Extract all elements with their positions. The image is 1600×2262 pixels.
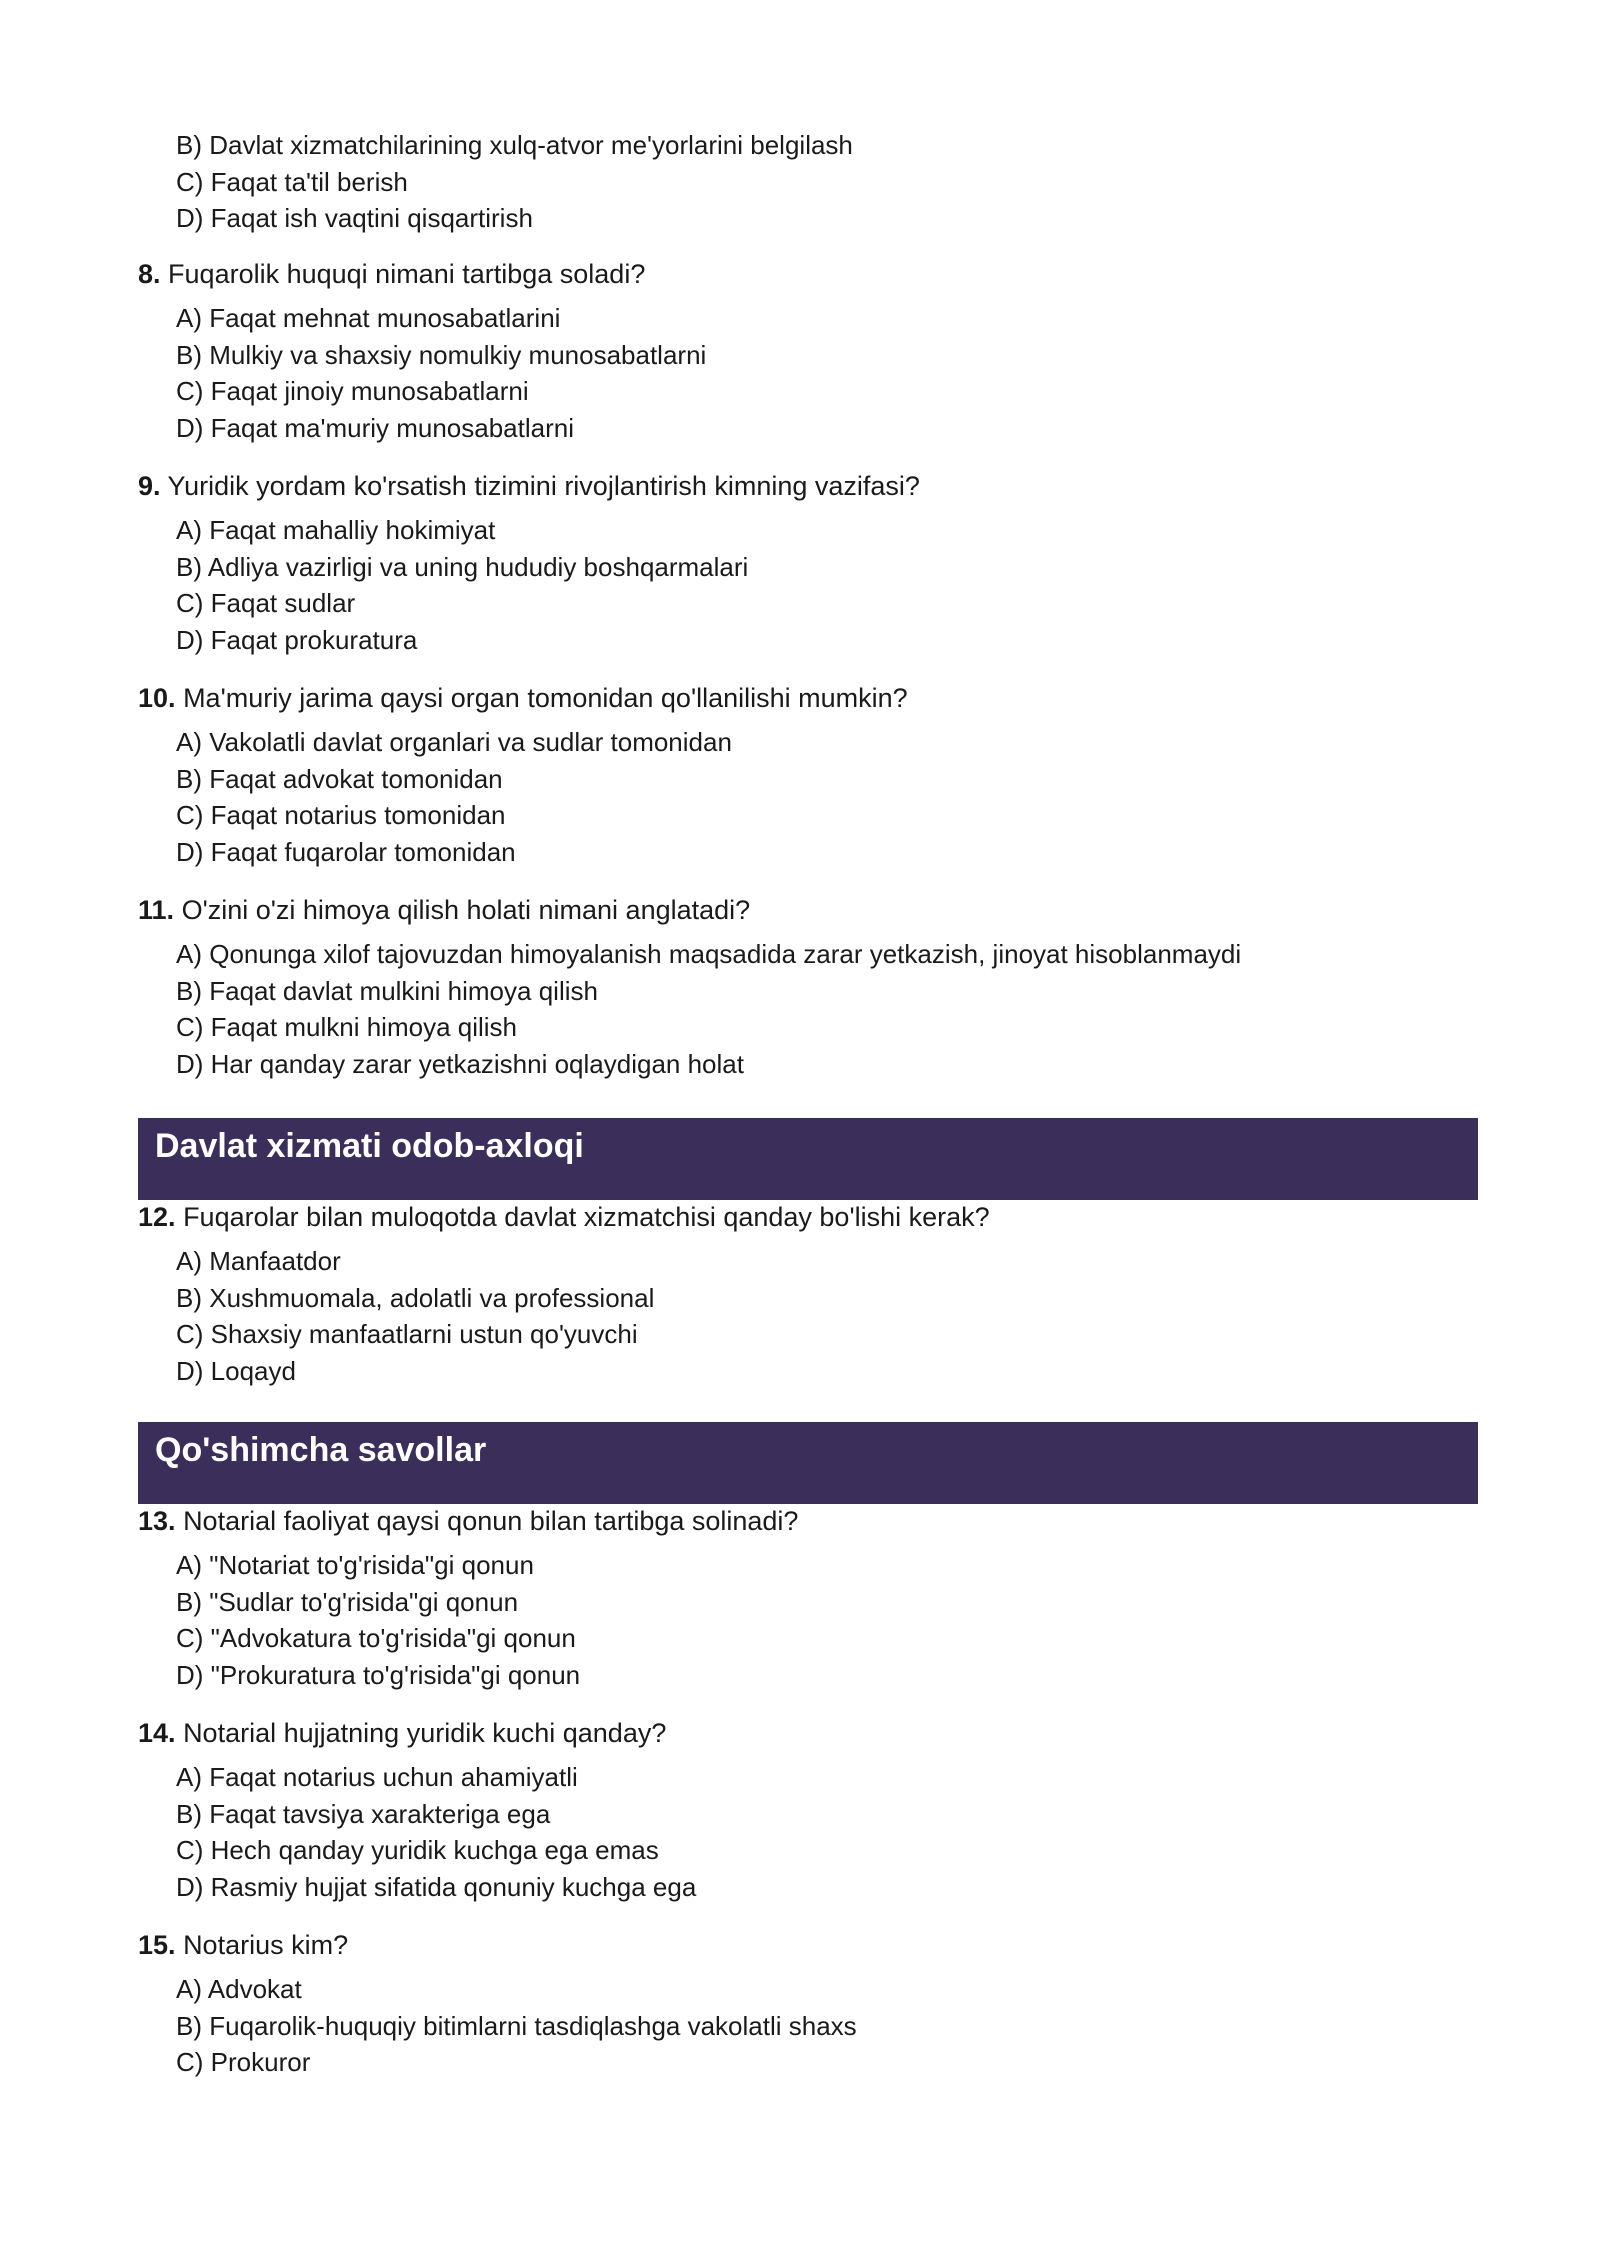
answer-option: C) "Advokatura to'g'risida"gi qonun [176,1623,576,1653]
section-title: Davlat xizmati odob-axloqi [155,1127,584,1165]
question-block [138,892,1478,1082]
answer-option: A) Faqat mahalliy hokimiyat [176,515,496,545]
answer-option: A) Faqat mehnat munosabatlarini [176,303,561,333]
section-header [138,1422,1478,1504]
answer-option: B) Adliya vazirligi va uning hududiy boshqarmalari [176,551,749,582]
question-number: 9. [138,471,161,501]
answer-option: B) Fuqarolik-huquqiy bitimlarni tasdiqlashga vakolatli shaxs [176,2010,857,2041]
question-label: Notarius kim? [183,1930,349,1960]
answer-option: C) Faqat mulkni himoya qilish [176,1012,518,1042]
question-text [138,468,1478,504]
question-number: 15. [138,1930,176,1960]
answer-option: D) Faqat fuqarolar tomonidan [176,836,516,867]
question-text [138,680,1478,716]
answer-option: B) Faqat advokat tomonidan [176,763,503,794]
question-text [138,1503,1478,1539]
answer-option: A) "Notariat to'g'risida"gi qonun [176,1550,534,1580]
answer-option: D) Faqat ish vaqtini qisqartirish [176,203,533,233]
question-label: Notarial hujjatning yuridik kuchi qanday? [183,1718,667,1748]
question-group [138,256,1478,1082]
answer-option: D) Faqat ma'muriy munosabatlarni [176,412,574,443]
question-block [138,468,1478,658]
question-label: Fuqarolar bilan muloqotda davlat xizmatchisi qanday bo'lishi kerak? [183,1202,990,1232]
answer-option: D) Har qanday zarar yetkazishni oqlaydigan holat [176,1048,744,1079]
answer-option: B) Faqat tavsiya xarakteriga ega [176,1798,551,1829]
question-block [138,1927,1478,2081]
answer-option: D) "Prokuratura to'g'risida"gi qonun [176,1659,581,1690]
question-block [138,256,1478,446]
question-block [138,1199,1478,1389]
question-number: 10. [138,683,176,713]
answer-option: A) Manfaatdor [176,1246,341,1276]
question-label: Ma'muriy jarima qaysi organ tomonidan qo'llanilishi mumkin? [183,683,908,713]
question-label: O'zini o'zi himoya qilish holati nimani anglatadi? [181,895,751,925]
question-label: Yuridik yordam ko'rsatish tizimini rivojlantirish kimning vazifasi? [167,471,920,501]
question-label: Notarial faoliyat qaysi qonun bilan tartibga solinadi? [183,1506,799,1536]
question-number: 8. [138,259,161,289]
answer-option: D) Faqat prokuratura [176,624,418,655]
question-number: 13. [138,1506,176,1536]
question-text [138,256,1478,292]
answer-option: A) Advokat [176,1974,302,2004]
question-group [138,1503,1478,2081]
answer-option: A) Faqat notarius uchun ahamiyatli [176,1762,578,1792]
question-group [138,1199,1478,1389]
answer-option: C) Faqat jinoiy munosabatlarni [176,376,529,406]
question-label: Fuqarolik huquqi nimani tartibga soladi? [168,259,646,289]
answer-option: B) Faqat davlat mulkini himoya qilish [176,975,598,1006]
answer-option: B) "Sudlar to'g'risida"gi qonun [176,1586,519,1617]
answer-option: C) Shaxsiy manfaatlarni ustun qo'yuvchi [176,1319,638,1349]
question-block [138,680,1478,870]
section-title: Qo'shimcha savollar [155,1431,487,1469]
question-number: 11. [138,895,175,925]
answer-option: D) Loqayd [176,1355,296,1386]
answer-option: A) Vakolatli davlat organlari va sudlar tomonidan [176,727,732,757]
question-text [138,1199,1478,1235]
answer-option: C) Prokuror [176,2047,311,2077]
question-block [138,1715,1478,1905]
answer-option: D) Rasmiy hujjat sifatida qonuniy kuchga ega [176,1871,697,1902]
answer-option: B) Xushmuomala, adolatli va professional [176,1282,655,1313]
top-options [138,127,1478,237]
answer-option: C) Faqat sudlar [176,588,356,618]
answer-option: A) Qonunga xilof tajovuzdan himoyalanish maqsadida zarar yetkazish, jinoyat hisoblanmaydi [176,939,1242,969]
answer-option: C) Hech qanday yuridik kuchga ega emas [176,1835,659,1865]
section-header [138,1118,1478,1200]
question-text [138,1927,1478,1963]
question-number: 14. [138,1718,176,1748]
answer-option: B) Mulkiy va shaxsiy nomulkiy munosabatlarni [176,339,707,370]
question-text [138,1715,1478,1751]
question-block [138,1503,1478,1693]
answer-option: C) Faqat ta'til berish [176,166,408,197]
answer-option: C) Faqat notarius tomonidan [176,800,506,830]
answer-option: B) Davlat xizmatchilarining xulq-atvor me'yorlarini belgilash [176,130,853,160]
question-number: 12. [138,1202,176,1232]
question-text [138,892,1478,928]
